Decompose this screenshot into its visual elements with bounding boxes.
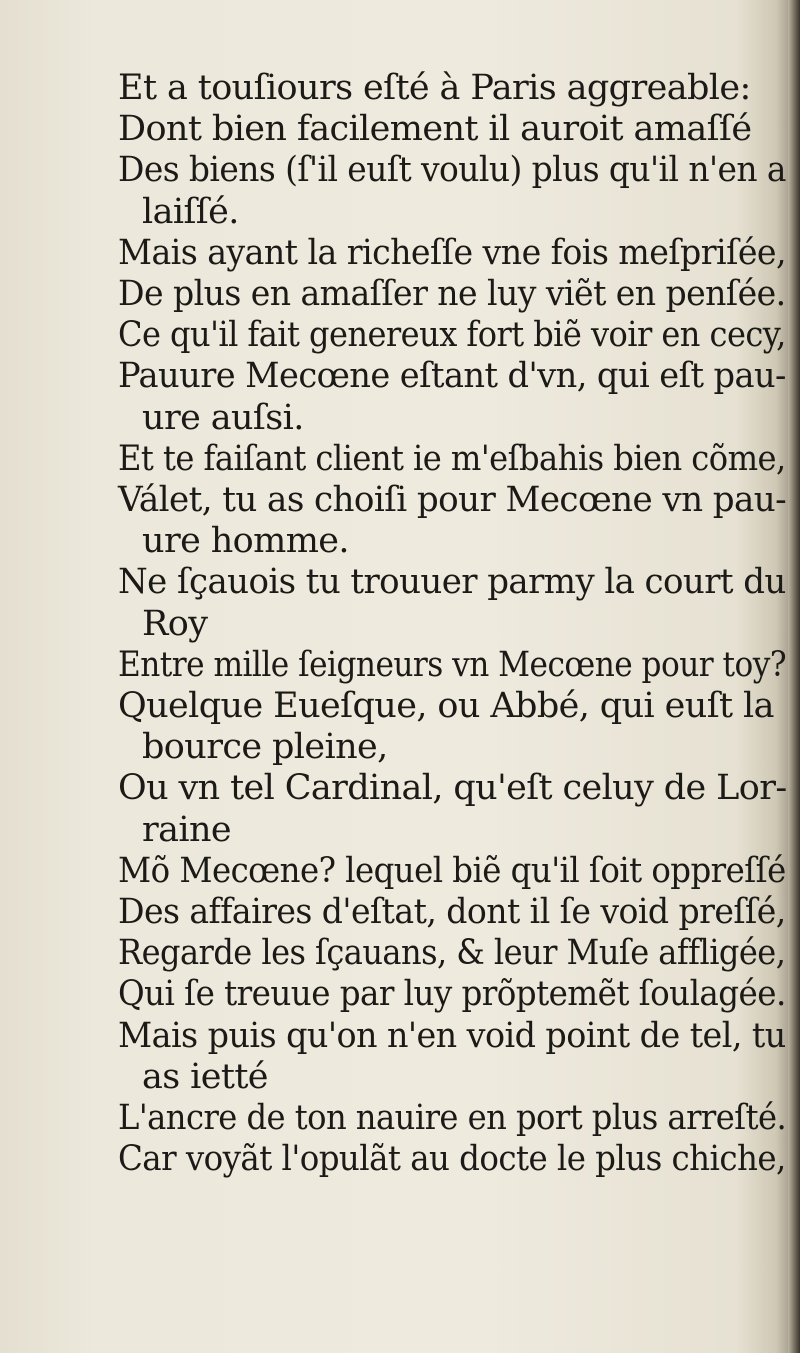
- poem-line: Et te faiſant client ie m'eſbahis bien cõme,: [118, 438, 786, 479]
- poem-line: Des biens (ſ'il euſt voulu) plus qu'il n'en a: [118, 150, 786, 191]
- poem-line-continuation: ure auſsi.: [142, 397, 304, 438]
- poem-line: Car voyãt l'opulãt au docte le plus chiche,: [118, 1139, 786, 1180]
- poem-text-block: [118, 68, 786, 1180]
- poem-line: Mõ Mecœne? lequel biẽ qu'il ſoit oppreſſé: [118, 850, 786, 891]
- poem-line: Et a touſiours eſté à Paris aggreable:: [118, 68, 751, 108]
- poem-line: Quelque Eueſque, ou Abbé, qui euſt la: [118, 686, 774, 727]
- poem-line: Regarde les ſçauans, & leur Muſe affligée,: [118, 933, 786, 974]
- poem-line: Mais ayant la richeſſe vne fois meſpriſée,: [118, 232, 786, 273]
- poem-line: Dont bien facilement il auroit amaſſé: [118, 109, 752, 150]
- poem-line-continuation: Roy: [142, 603, 208, 644]
- poem-line: Des affaires d'eſtat, dont il ſe void preſſé,: [118, 892, 786, 933]
- poem-line: Ne ſçauois tu trouuer parmy la court du: [118, 562, 786, 603]
- page-gutter-shadow: [788, 0, 800, 1353]
- poem-line: Mais puis qu'on n'en void point de tel, tu: [118, 1015, 786, 1056]
- poem-line-continuation: raine: [142, 809, 232, 850]
- poem-line: Válet, tu as choiſi pour Mecœne vn pau-: [118, 480, 787, 521]
- poem-line: Qui ſe treuue par luy prõptemẽt ſoulagée.: [118, 974, 786, 1015]
- poem-line: Entre mille ſeigneurs vn Mecœne pour toy?: [118, 644, 787, 685]
- poem-line-continuation: ure homme.: [142, 521, 349, 562]
- poem-line-continuation: laiſſé.: [142, 191, 239, 232]
- poem-line: Ou vn tel Cardinal, qu'eſt celuy de Lor-: [118, 768, 787, 809]
- poem-line: L'ancre de ton nauire en port plus arreſté.: [118, 1098, 787, 1139]
- poem-line: De plus en amaſſer ne luy viẽt en penſée.: [118, 274, 786, 315]
- poem-line: Ce qu'il fait genereux fort biẽ voir en cecy,: [118, 315, 786, 356]
- poem-line: Pauure Mecœne eſtant d'vn, qui eſt pau-: [118, 356, 786, 397]
- poem-line-continuation: as ietté: [142, 1056, 268, 1097]
- poem-line-continuation: bource pleine,: [142, 727, 388, 768]
